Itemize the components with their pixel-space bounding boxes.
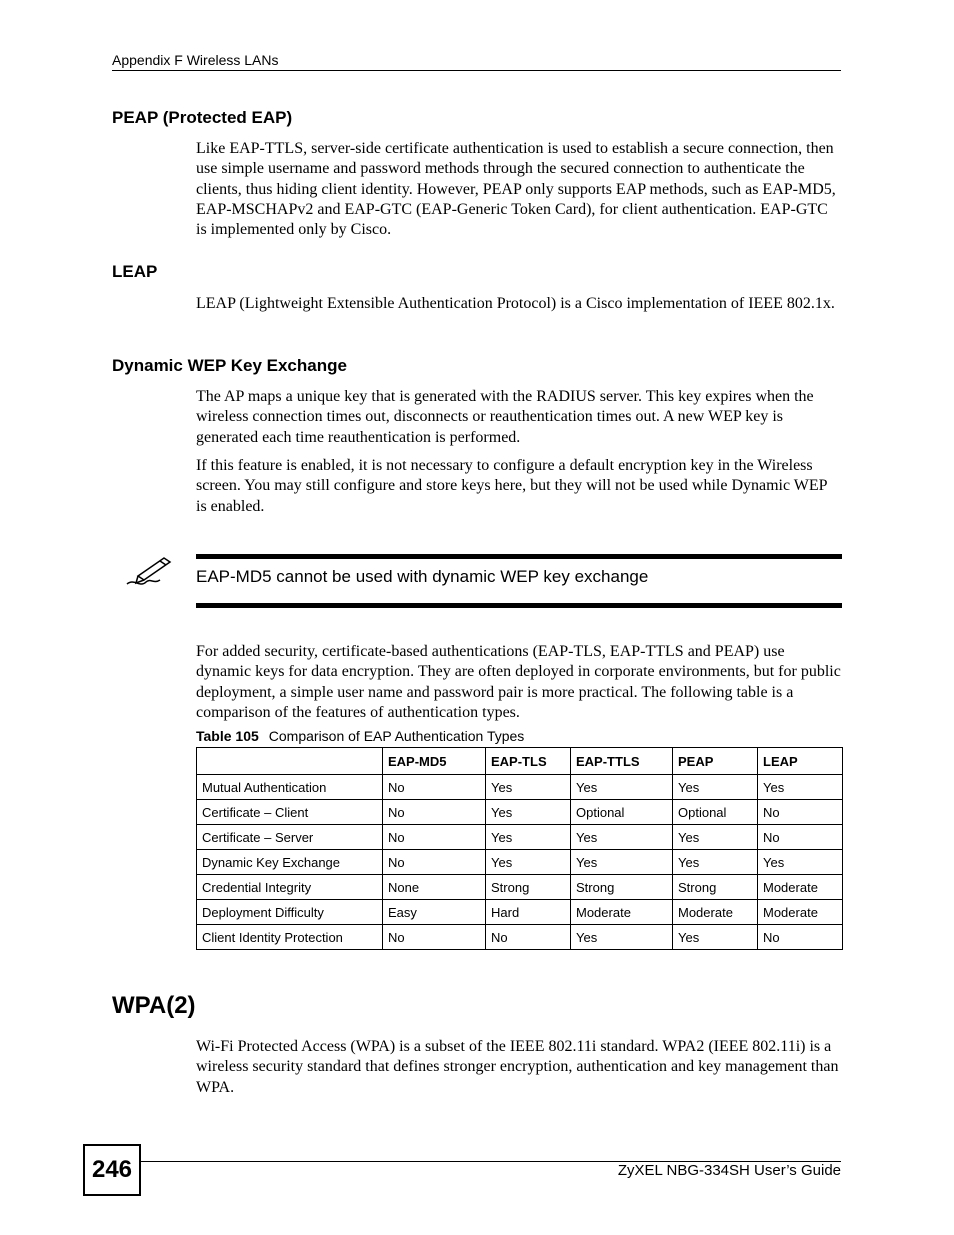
table-caption-label: Table 105	[196, 728, 259, 744]
table-header-cell: EAP-MD5	[383, 748, 486, 775]
note-rule-top	[196, 554, 842, 559]
table-cell: Yes	[486, 775, 571, 800]
table-cell: Mutual Authentication	[197, 775, 383, 800]
note-pencil-icon	[124, 554, 174, 590]
table-cell: Yes	[673, 925, 758, 950]
table-cell: Yes	[571, 850, 673, 875]
table-cell: Dynamic Key Exchange	[197, 850, 383, 875]
table-row	[197, 850, 843, 875]
table-cell: Yes	[758, 775, 843, 800]
comparison-intro-paragraph: For added security, certificate-based authentications (EAP-TLS, EAP-TTLS and PEAP) use dynamic keys for data encryption. They are often deployed in corporate environments, but for public deployment, a simple user name and password pair is more practical. The following table is a comparison of the features of authentication types.	[196, 643, 841, 721]
table-cell: Moderate	[758, 900, 843, 925]
table-cell: Strong	[673, 875, 758, 900]
table-cell: No	[383, 800, 486, 825]
table-cell: Optional	[673, 800, 758, 825]
table-cell: Easy	[383, 900, 486, 925]
table-cell: Moderate	[758, 875, 843, 900]
table-cell: Strong	[571, 875, 673, 900]
table-caption	[196, 728, 524, 744]
table-cell: Yes	[486, 825, 571, 850]
wpa2-paragraph: Wi-Fi Protected Access (WPA) is a subset of the IEEE 802.11i standard. WPA2 (IEEE 802.11i) is a wireless security standard that defines stronger encryption, authentication and key management than WPA.	[196, 1038, 839, 1096]
table-cell: No	[383, 850, 486, 875]
table-cell: Moderate	[571, 900, 673, 925]
table-cell: No	[383, 825, 486, 850]
section-heading-dynamic-wep: Dynamic WEP Key Exchange	[112, 356, 347, 375]
table-cell: Client Identity Protection	[197, 925, 383, 950]
eap-comparison-table	[196, 747, 843, 950]
table-cell: Yes	[758, 850, 843, 875]
table-cell: Yes	[673, 850, 758, 875]
table-cell: Yes	[571, 825, 673, 850]
table-cell: Optional	[571, 800, 673, 825]
table-cell: Certificate – Server	[197, 825, 383, 850]
table-cell: Yes	[673, 825, 758, 850]
table-cell: Strong	[486, 875, 571, 900]
table-cell: No	[486, 925, 571, 950]
table-cell: Yes	[486, 850, 571, 875]
table-cell: Moderate	[673, 900, 758, 925]
table-header-cell	[197, 748, 383, 775]
table-cell: None	[383, 875, 486, 900]
table-cell: Yes	[673, 775, 758, 800]
table-cell: No	[383, 775, 486, 800]
section-heading-peap: PEAP (Protected EAP)	[112, 108, 293, 127]
guide-title: ZyXEL NBG-334SH User’s Guide	[617, 1162, 841, 1179]
dynamic-wep-paragraph-2: If this feature is enabled, it is not necessary to configure a default encryption key in the Wireless screen. You may still configure and store keys here, but they will not be used while Dynamic WEP is enabled.	[196, 457, 827, 515]
table-header-cell: PEAP	[673, 748, 758, 775]
table-header-cell: EAP-TTLS	[571, 748, 673, 775]
table-row	[197, 900, 843, 925]
table-header-cell: EAP-TLS	[486, 748, 571, 775]
table-cell: No	[383, 925, 486, 950]
section-heading-wpa2: WPA(2)	[112, 992, 196, 1019]
table-cell: Yes	[486, 800, 571, 825]
table-row	[197, 775, 843, 800]
table-cell: No	[758, 925, 843, 950]
table-cell: No	[758, 800, 843, 825]
table-cell: Yes	[571, 925, 673, 950]
dynamic-wep-paragraph-1: The AP maps a unique key that is generated with the RADIUS server. This key expires when the wireless connection times out, disconnects or reauthentication times out. A new WEP key is generated each time reauthentication is performed.	[196, 388, 814, 446]
section-heading-leap: LEAP	[112, 262, 158, 281]
table-cell: Certificate – Client	[197, 800, 383, 825]
table-cell: Yes	[571, 775, 673, 800]
leap-paragraph: LEAP (Lightweight Extensible Authentication Protocol) is a Cisco implementation of IEEE 802.1x.	[196, 295, 835, 312]
page-number: 246	[83, 1144, 141, 1196]
table-cell: Credential Integrity	[197, 875, 383, 900]
table-header-row	[197, 748, 843, 775]
peap-paragraph: Like EAP-TTLS, server-side certificate authentication is used to establish a secure connection, then use simple username and password methods through the secured connection to authenticate the clients, thus hiding client identity. However, PEAP only supports EAP methods, such as EAP-MD5, EAP-MSCHAPv2 and EAP-GTC (EAP-Generic Token Card), for client authentication. EAP-GTC is implemented only by Cisco.	[196, 140, 836, 239]
table-row	[197, 875, 843, 900]
table-row	[197, 925, 843, 950]
note-text: EAP-MD5 cannot be used with dynamic WEP key exchange	[196, 567, 649, 586]
table-cell: No	[758, 825, 843, 850]
table-caption-text: Comparison of EAP Authentication Types	[268, 728, 525, 744]
table-row	[197, 825, 843, 850]
table-row	[197, 800, 843, 825]
table-cell: Deployment Difficulty	[197, 900, 383, 925]
note-rule-bottom	[196, 603, 842, 608]
table-header-cell: LEAP	[758, 748, 843, 775]
table-cell: Hard	[486, 900, 571, 925]
running-header: Appendix F Wireless LANs	[112, 52, 841, 71]
